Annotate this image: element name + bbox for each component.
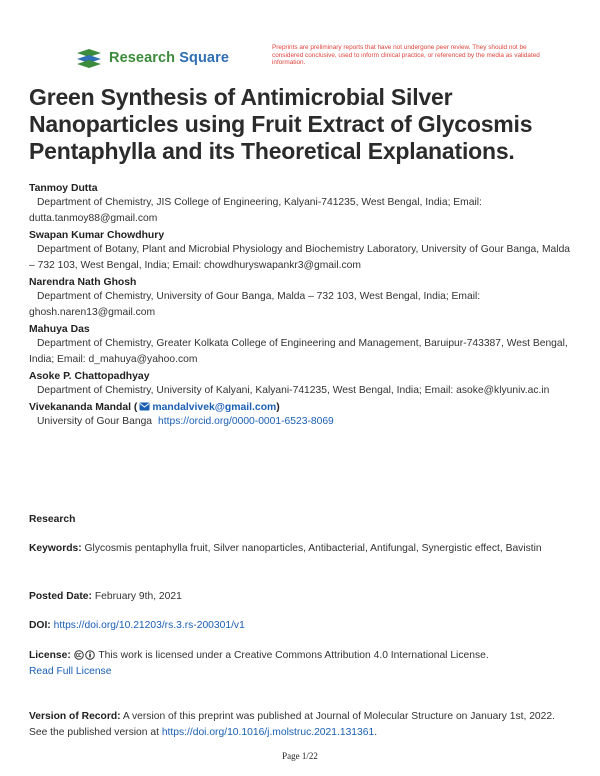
author-entry xyxy=(29,370,574,399)
license-text: This work is licensed under a Creative Commons Attribution 4.0 International License. xyxy=(98,650,489,661)
version-text: A version of this preprint was published at Journal of Molecular Structure on January 1st, 2022. See the published version at xyxy=(29,711,555,738)
license xyxy=(29,648,574,680)
author-name: Swapan Kumar Chowdhury xyxy=(29,230,165,241)
author-affiliation: Department of Chemistry, JIS College of Engineering, Kalyani-741235, West Bengal, India; Email: dutta.tanmoy88@gmail.com xyxy=(29,197,482,224)
orcid-link[interactable]: https://orcid.org/0000-0001-6523-8069 xyxy=(158,416,334,427)
author-affiliation: Department of Chemistry, University of Gour Banga, Malda – 732 103, West Bengal, India; Email: ghosh.naren13@gmail.com xyxy=(29,291,481,318)
version-of-record xyxy=(29,709,574,741)
keywords-value: Glycosmis pentaphylla fruit, Silver nanoparticles, Antibacterial, Antifungal, Synergistic effect, Bavistin xyxy=(84,543,542,554)
version-label: Version of Record: xyxy=(29,711,121,722)
doi xyxy=(29,618,574,634)
keywords-label: Keywords: xyxy=(29,543,82,554)
affiliation-text: University of Gour Banga xyxy=(37,416,153,427)
posted-date-label: Posted Date: xyxy=(29,591,92,602)
research-square-logo[interactable] xyxy=(75,47,229,69)
mail-icon xyxy=(139,402,150,411)
author-name: Mahuya Das xyxy=(29,324,90,335)
author-affiliation xyxy=(29,414,574,430)
posted-date xyxy=(29,589,574,605)
doi-label: DOI: xyxy=(29,620,51,631)
author-name: Narendra Nath Ghosh xyxy=(29,277,137,288)
read-full-license-link[interactable]: Read Full License xyxy=(29,666,112,677)
corresponding-email-link[interactable]: mandalvivek@gmail.com xyxy=(152,402,277,413)
author-entry xyxy=(29,182,574,227)
corresponding-author-name xyxy=(29,401,574,414)
paren-open: ( xyxy=(133,402,138,413)
corresponding-author xyxy=(29,401,574,430)
paper-title: Green Synthesis of Antimicrobial Silver Nanoparticles using Fruit Extract of Glycosmis Pentaphylla and its Theoretical Explanations. xyxy=(29,84,533,164)
author-entry xyxy=(29,323,574,368)
logo-text: Research Square xyxy=(109,50,229,66)
author-affiliation: Department of Chemistry, Greater Kolkata College of Engineering and Management, Baruipur-743387, West Bengal, India; Email: d_mahuya@yahoo.com xyxy=(29,338,568,365)
author-affiliation: Department of Botany, Plant and Microbial Physiology and Biochemistry Laboratory, University of Gour Banga, Malda – 732 103, West Bengal, India; Email: chowdhuryswapankr3@gmail.com xyxy=(29,244,571,271)
version-end: . xyxy=(374,727,378,738)
posted-date-value: February 9th, 2021 xyxy=(94,591,182,602)
license-label: License: xyxy=(29,650,71,661)
author-name: Tanmoy Dutta xyxy=(29,183,98,194)
research-square-logo-icon xyxy=(75,47,103,69)
article-type: Research xyxy=(29,514,76,525)
creative-commons-icon xyxy=(74,650,96,660)
author-affiliation: Department of Chemistry, University of Kalyani, Kalyani-741235, West Bengal, India; Email: asoke@klyuniv.ac.in xyxy=(37,385,550,396)
author-name: Vivekananda Mandal xyxy=(29,402,132,413)
author-name: Asoke P. Chattopadhyay xyxy=(29,371,150,382)
preprint-disclaimer: Preprints are preliminary reports that have not undergone peer review. They should not be considered conclusive, used to inform clinical practice, or referenced by the media as validated information. xyxy=(272,44,540,67)
author-entry xyxy=(29,229,574,274)
doi-link[interactable]: https://doi.org/10.21203/rs.3.rs-200301/v1 xyxy=(53,620,245,631)
author-entry xyxy=(29,276,574,321)
version-link[interactable]: https://doi.org/10.1016/j.molstruc.2021.131361 xyxy=(161,727,375,738)
paren-close: ) xyxy=(276,402,280,413)
author-list xyxy=(29,182,574,432)
page-number: Page 1/22 xyxy=(282,751,318,761)
keywords xyxy=(29,541,574,557)
